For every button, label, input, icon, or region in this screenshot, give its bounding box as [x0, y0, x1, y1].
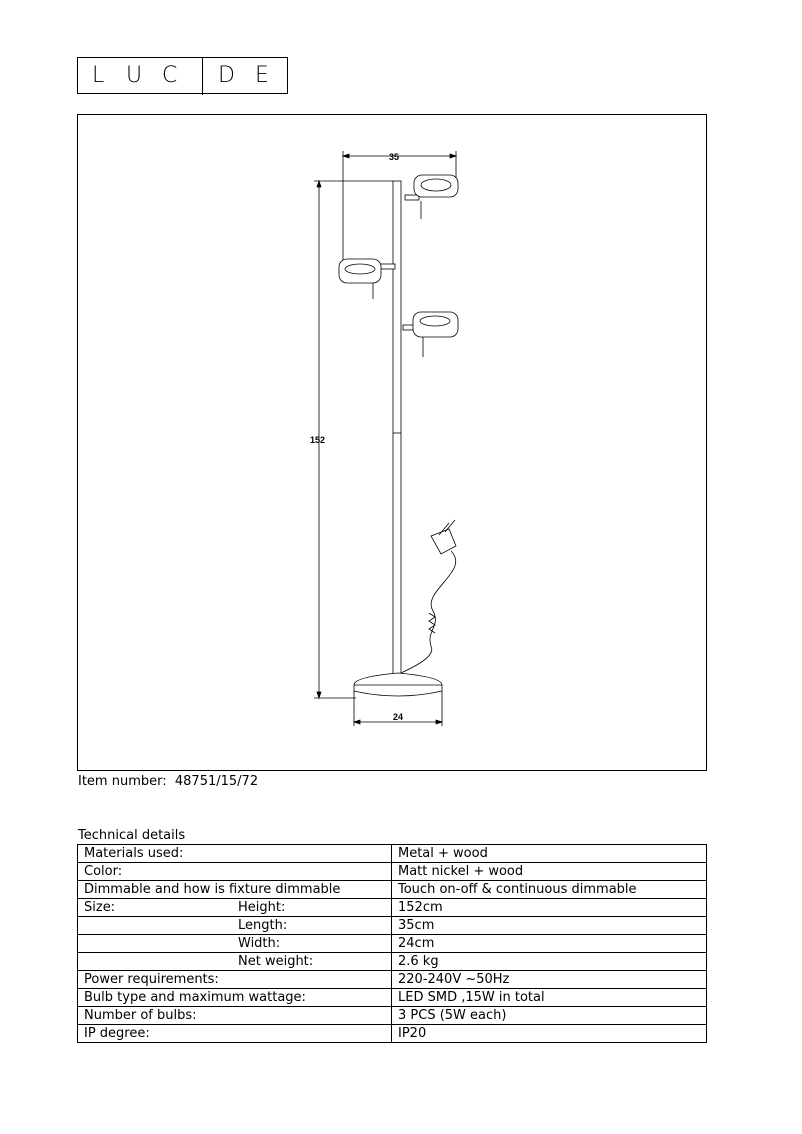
table-row	[78, 989, 707, 1007]
technical-details-title: Technical details	[78, 828, 186, 843]
table-row	[78, 1025, 707, 1043]
dimension-label-width: 35	[388, 152, 400, 162]
row-value: 35cm	[392, 917, 707, 935]
power-cable	[401, 551, 456, 673]
dimension-label-base: 24	[392, 712, 404, 722]
logo-letter-u: U	[126, 63, 143, 88]
row-label: Number of bulbs:	[78, 1007, 392, 1025]
row-value: 220-240V ~50Hz	[392, 971, 707, 989]
table-row	[78, 953, 707, 971]
lamp-pole	[393, 181, 401, 676]
table-row	[78, 863, 707, 881]
technical-drawing-frame	[77, 114, 707, 771]
brand-logo	[77, 57, 288, 94]
technical-details-table	[77, 844, 707, 1043]
row-label: Materials used:	[78, 845, 392, 863]
row-value: Touch on-off & continuous dimmable	[392, 881, 707, 899]
logo-letter-e: E	[255, 63, 269, 88]
power-adapter	[431, 529, 456, 554]
item-number	[78, 774, 258, 789]
table-row	[78, 899, 707, 917]
row-value: 24cm	[392, 935, 707, 953]
floor-lamp-drawing	[78, 115, 708, 772]
lamp-head-left	[339, 259, 381, 283]
row-value: 3 PCS (5W each)	[392, 1007, 707, 1025]
row-value: LED SMD ,15W in total	[392, 989, 707, 1007]
row-value: Metal + wood	[392, 845, 707, 863]
row-label: IP degree:	[78, 1025, 392, 1043]
row-value: IP20	[392, 1025, 707, 1043]
item-number-label: Item number:	[78, 774, 167, 789]
row-label: Power requirements:	[78, 971, 392, 989]
row-label: Net weight:	[78, 953, 392, 971]
table-row	[78, 971, 707, 989]
logo-letter-d: D	[218, 63, 235, 88]
row-label: Width:	[78, 935, 392, 953]
logo-letter-c: C	[162, 63, 178, 88]
row-label: Size: Height:	[78, 899, 392, 917]
table-row	[78, 881, 707, 899]
table-row	[78, 917, 707, 935]
table-row	[78, 935, 707, 953]
lamp-base	[354, 673, 442, 696]
row-label: Bulb type and maximum wattage:	[78, 989, 392, 1007]
row-label: Dimmable and how is fixture dimmable	[78, 881, 392, 899]
row-value: 152cm	[392, 899, 707, 917]
row-value: Matt nickel + wood	[392, 863, 707, 881]
lamp-head-top	[414, 175, 458, 197]
dimension-label-height: 152	[310, 435, 326, 445]
logo-letter-l: L	[92, 63, 105, 88]
table-row	[78, 845, 707, 863]
row-value: 2.6 kg	[392, 953, 707, 971]
row-label: Length:	[78, 917, 392, 935]
table-row	[78, 1007, 707, 1025]
row-label: Color:	[78, 863, 392, 881]
item-number-value: 48751/15/72	[174, 774, 259, 789]
logo-divider	[202, 58, 203, 95]
